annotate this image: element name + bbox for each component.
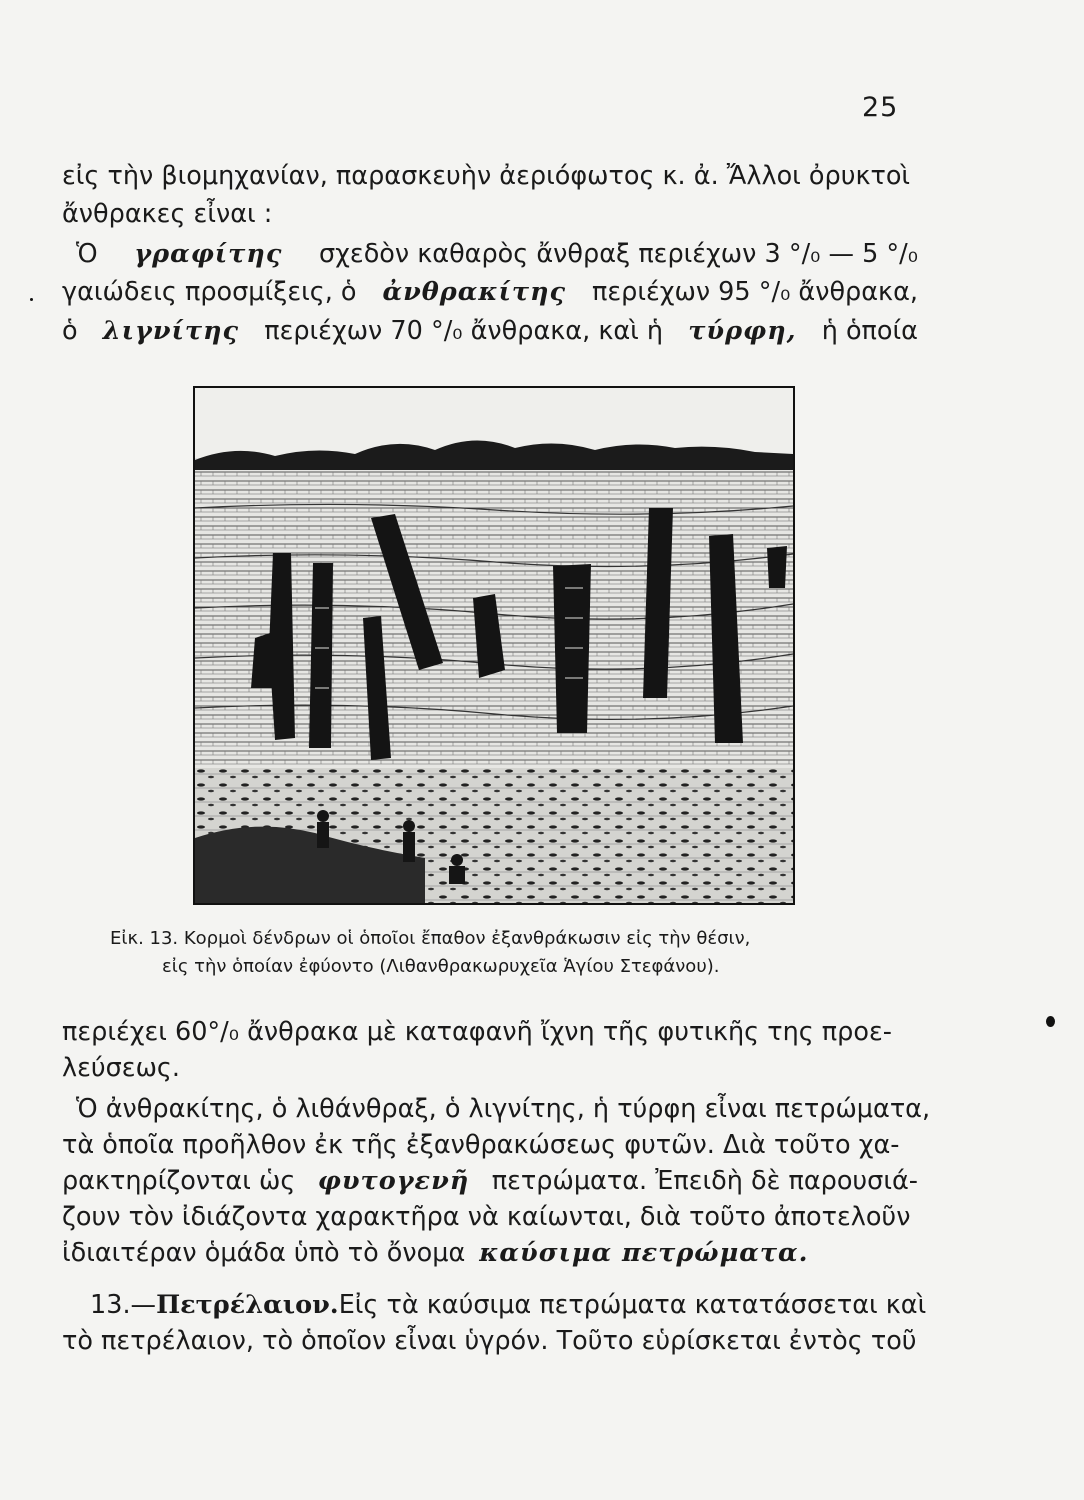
caption-line-2: εἰς τὴν ὁποίαν ἐφύοντο (Λιθανθρακωρυχεῖα Ἁγίου Στεφάνου).	[162, 956, 720, 977]
text-line	[62, 1235, 918, 1271]
text-line	[62, 274, 918, 310]
engraving-illustration	[195, 388, 793, 903]
text-line: εἰς τὴν βιομηχανίαν, παρασκευὴν ἀεριόφωτος κ. ἀ. Ἄλλοι ὀρυκτοὶ	[62, 161, 911, 191]
text-span: Ὁ	[76, 239, 98, 269]
term-lignite: λιγνίτης	[102, 316, 240, 346]
text-line: περιέχει 60°/₀ ἄνθρακα μὲ καταφανῆ ἴχνη τῆς φυτικῆς της προε-	[62, 1017, 892, 1047]
section-title: Πετρέλαιον.	[156, 1290, 339, 1320]
print-speck	[1046, 1016, 1055, 1027]
term-peat: τύρφη,	[688, 316, 797, 346]
text-span: περιέχων 95 °/₀ ἄνθρακα,	[592, 277, 918, 307]
text-line	[76, 236, 918, 272]
text-span: ἰδιαιτέραν ὁμάδα ὑπὸ τὸ ὄνομα	[62, 1238, 466, 1268]
term-phytogenic: φυτογενῆ	[317, 1166, 470, 1196]
text-line: λεύσεως.	[62, 1053, 180, 1083]
term-graphite: γραφίτης	[134, 239, 283, 269]
text-span: Εἰς τὰ καύσιμα πετρώματα κατατάσσεται καὶ	[338, 1290, 927, 1320]
text-span: ἡ ὁποία	[821, 316, 918, 346]
text-line: τὸ πετρέλαιον, τὸ ὁποῖον εἶναι ὑγρόν. Τοῦτο εὑρίσκεται ἐντὸς τοῦ	[62, 1326, 917, 1356]
section-heading-line	[90, 1287, 927, 1323]
text-span: ὁ	[62, 316, 78, 346]
text-span: πετρώματα. Ἐπειδὴ δὲ παρουσιά-	[491, 1166, 918, 1196]
page-number: 25	[862, 92, 899, 123]
text-span: ρακτηρίζονται ὡς	[62, 1166, 296, 1196]
caption-line-1: Εἰκ. 13. Κορμοὶ δένδρων οἱ ὁποῖοι ἔπαθον ἐξανθράκωσιν εἰς τὴν θέσιν,	[110, 928, 751, 949]
text-line: Ὁ ἀνθρακίτης, ὁ λιθάνθραξ, ὁ λιγνίτης, ἡ τύρφη εἶναι πετρώματα,	[76, 1094, 931, 1124]
text-line: ζουν τὸν ἰδιάζοντα χαρακτῆρα νὰ καίωνται, διὰ τοῦτο ἀποτελοῦν	[62, 1202, 911, 1232]
text-line: ἄνθρακες εἶναι :	[62, 199, 273, 229]
text-line	[62, 1163, 918, 1199]
text-span: σχεδὸν καθαρὸς ἄνθραξ περιέχων 3 °/₀ — 5 °/₀	[319, 239, 918, 269]
print-speck	[30, 298, 33, 301]
text-line: τὰ ὁποῖα προῆλθον ἐκ τῆς ἐξανθρακώσεως φυτῶν. Διὰ τοῦτο χα-	[62, 1130, 900, 1160]
section-number: 13.—	[90, 1290, 157, 1320]
text-span: περιέχων 70 °/₀ ἄνθρακα, καὶ ἡ	[264, 316, 664, 346]
text-span: γαιώδεις προσμίξεις, ὁ	[62, 277, 357, 307]
text-line	[62, 313, 918, 349]
term-fuel-rocks: καύσιμα πετρώματα.	[479, 1238, 809, 1268]
section-label	[90, 1287, 339, 1323]
figure-fossil-trunks	[193, 386, 795, 905]
term-anthracite: ἀνθρακίτης	[382, 277, 567, 307]
